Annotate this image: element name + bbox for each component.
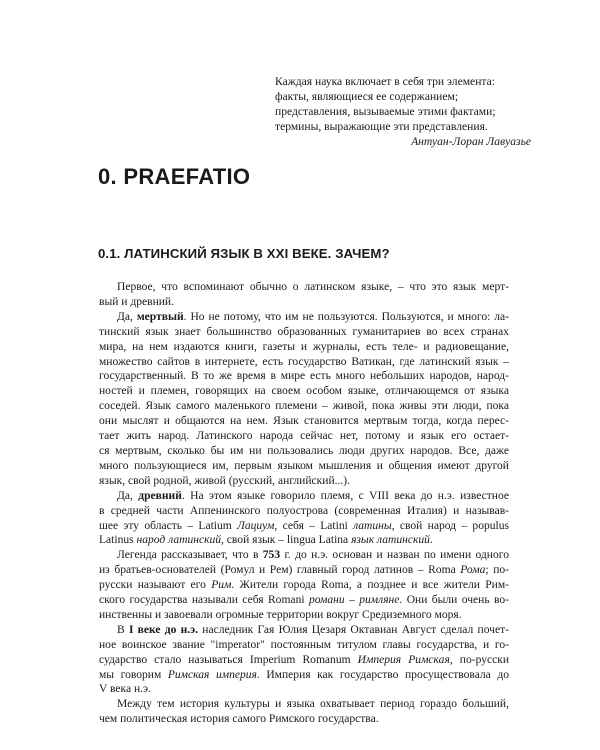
text-run: , свой народ – populus [391, 519, 509, 532]
text-run: В [117, 623, 129, 636]
italic-translation: Рим [211, 579, 232, 592]
text-run: ского государства называли себя Romani [99, 594, 309, 607]
italic-translation: Лациум [237, 519, 275, 532]
bold-century: I веке до н.э. [128, 623, 199, 636]
paragraph-3 [99, 489, 509, 549]
text-line [99, 489, 509, 504]
text-line: множество сайтов в интернете, есть государство Ватикан, где латинский язык – [99, 355, 509, 368]
text-run: . [429, 534, 433, 547]
text-line: тинский язык знает большинство образованных гуманитариев во всех странах [99, 325, 509, 338]
text-run: . На этом языке говорило племя, с VIII века до н.э. известное [181, 489, 510, 502]
text-run: , себя – Latini [274, 519, 354, 532]
paragraph-5 [99, 623, 509, 698]
text-line: много пользующиеся им, первым языком мышления и общения имеют другой [99, 459, 509, 472]
text-line: чем политическая история самого Римского государства. [99, 713, 379, 726]
bold-term-mertvyi: мертвый [136, 310, 184, 323]
text-line: они мыслят и общаются на нем. Язык становится мертвым тогда, когда перес- [99, 415, 509, 428]
bold-term-drevnii: древний [138, 489, 182, 502]
epigraph-line: факты, являющиеся ее содержанием; [275, 90, 459, 103]
text-line: ное воинское звание "imperator" постоянным титулом главы государства, и го- [99, 638, 509, 651]
text-run: Да, [117, 489, 139, 502]
text-line: язык, свой родной, живой (русский, английский...). [99, 474, 351, 487]
paragraph-2 [99, 310, 509, 489]
epigraph-line: Каждая наука включает в себя три элемента: [275, 75, 495, 88]
text-line: V века н.э. [99, 683, 151, 696]
text-line [99, 668, 509, 683]
section-title: 0.1. ЛАТИНСКИЙ ЯЗЫК В XXI ВЕКЕ. ЗАЧЕМ? [98, 246, 390, 261]
italic-translation: латины [353, 519, 392, 532]
text-line [99, 578, 509, 593]
body-text [99, 280, 509, 727]
text-run: ; по- [485, 564, 509, 577]
text-run: г. до н.э. основан и назван по имени одного [280, 549, 509, 562]
text-run: . Они были очень во- [399, 594, 509, 607]
text-line: ностей и племен, говорящих на своем особом языке, отличающемся от языка [99, 385, 509, 398]
italic-translation: язык латинский [351, 534, 430, 547]
text-line: соседей. Язык самого маленького племени – живой, пока живы эти люди, пока [99, 400, 509, 413]
text-run: . Империя как государство просуществовала до [256, 668, 510, 681]
text-run: из братьев-основателей (Ромул и Рем) главный город латинов – Roma [99, 564, 461, 577]
text-line: Первое, что вспоминают обычно о латинском языке, – что это язык мерт- [117, 281, 509, 293]
epigraph [275, 74, 531, 149]
text-line [99, 593, 509, 608]
italic-translation: Рома [460, 564, 486, 577]
italic-translation: Империя Римская [357, 653, 450, 666]
text-run: русски называют его [99, 579, 212, 592]
epigraph-line: представления, вызываемые этими фактами; [275, 105, 496, 118]
paragraph-1 [99, 280, 509, 310]
text-run: . Жители города Roma, а позднее и все жители Рим- [231, 579, 510, 592]
text-line: вый и древний. [99, 295, 174, 308]
text-line: в средней части Аппенинского полуострова (современная Италия) и называв- [99, 504, 509, 517]
text-run: сударство стало называться Imperium Romanum [99, 653, 358, 666]
text-run: Легенда рассказывает, что в [117, 549, 263, 562]
epigraph-author: Антуан-Лоран Лавуазье [411, 135, 531, 148]
text-line [99, 519, 509, 534]
text-run: , свой язык – lingua Latina [221, 534, 352, 547]
epigraph-line: термины, выражающие эти представления. [275, 120, 488, 133]
italic-translation: романи – римляне [308, 594, 400, 607]
text-run: . Но не потому, что им не пользуются. Пользуются, и много: ла- [183, 310, 509, 323]
paragraph-6 [99, 697, 509, 727]
text-line [99, 548, 509, 563]
text-line [99, 653, 509, 668]
text-run: наследник Гая Юлия Цезаря Октавиан Август сделал почет- [198, 623, 509, 636]
text-run: , по-русски [449, 653, 510, 666]
text-line: ся мертвым, сколько бы им ни пользовались люди других народов. Все, даже [99, 444, 509, 457]
text-line: Между тем история культуры и языка охватывает период гораздо больший, [117, 698, 509, 711]
paragraph-4 [99, 548, 509, 623]
text-line: мира, на нем издаются книги, газеты и журналы, есть теле- и радиовещание, [99, 340, 509, 353]
italic-translation: Римская империя [167, 668, 257, 681]
text-run: Да, [117, 310, 137, 323]
text-line: инственны и завоевали огромные территории вокруг Средиземного моря. [99, 608, 462, 621]
text-line [99, 563, 509, 578]
bold-year: 753 [262, 549, 281, 562]
text-run: Latinus [99, 534, 137, 547]
italic-translation: народ латинский [136, 534, 222, 547]
text-line [99, 310, 509, 325]
text-line [99, 533, 509, 548]
text-line: государственный. В то же время в мире есть много небольших народов, народ- [99, 370, 509, 383]
text-line: тает жить народ. Латинского народа сейчас нет, потому и язык его остает- [99, 430, 509, 443]
text-run: мы говорим [99, 668, 168, 681]
text-line [99, 623, 509, 638]
chapter-title: 0. PRAEFATIO [98, 164, 251, 189]
text-run: шее эту область – Latium [99, 519, 238, 532]
